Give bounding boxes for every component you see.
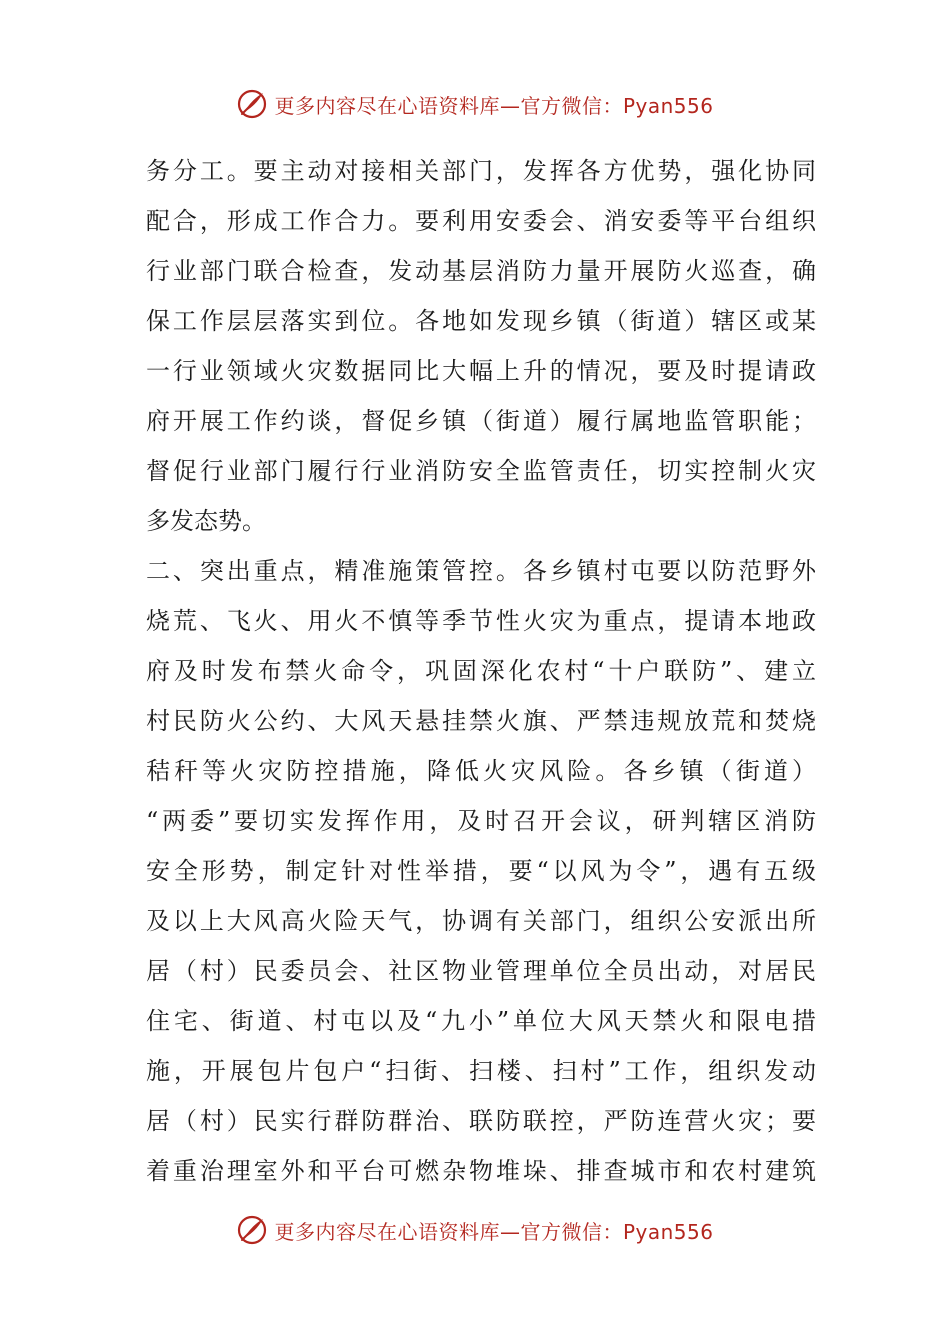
text-line: 二、突出重点，精准施策管控。各乡镇村屯要以防范野外 [146, 557, 816, 585]
document-body [146, 146, 816, 1196]
text-line: 府开展工作约谈，督促乡镇（街道）履行属地监管职能； [146, 407, 816, 435]
text-line: 一行业领域火灾数据同比大幅上升的情况，要及时提请政 [146, 357, 816, 385]
text-line: “两委”要切实发挥作用，及时召开会议，研判辖区消防 [146, 807, 816, 835]
feather-seal-icon [236, 88, 268, 120]
watermark-text: 更多内容尽在心语资料库—官方微信：Pyan556 [274, 93, 714, 118]
text-line: 住宅、街道、村屯以及“九小”单位大风天禁火和限电措 [146, 1007, 816, 1035]
text-line: 务分工。要主动对接相关部门，发挥各方优势，强化协同 [146, 157, 816, 185]
text-line: 保工作层层落实到位。各地如发现乡镇（街道）辖区或某 [146, 307, 816, 335]
text-line: 行业部门联合检查，发动基层消防力量开展防火巡查，确 [146, 257, 816, 285]
text-line: 村民防火公约、大风天悬挂禁火旗、严禁违规放荒和焚烧 [146, 707, 816, 735]
text-line: 安全形势，制定针对性举措，要“以风为令”，遇有五级 [146, 857, 816, 885]
footer-watermark [0, 1210, 950, 1250]
text-line: 着重治理室外和平台可燃杂物堆垛、排查城市和农村建筑 [146, 1157, 816, 1185]
text-line: 督促行业部门履行行业消防安全监管责任，切实控制火灾 [146, 457, 816, 485]
text-line: 及以上大风高火险天气，协调有关部门，组织公安派出所 [146, 907, 816, 935]
text-line: 施，开展包片包户“扫街、扫楼、扫村”工作，组织发动 [146, 1057, 816, 1085]
text-line: 居（村）民委员会、社区物业管理单位全员出动，对居民 [146, 957, 816, 985]
header-watermark [0, 84, 950, 124]
text-line: 配合，形成工作合力。要利用安委会、消安委等平台组织 [146, 207, 816, 235]
text-line: 多发态势。 [146, 507, 266, 535]
text-line: 府及时发布禁火命令，巩固深化农村“十户联防”、建立 [146, 657, 816, 685]
feather-seal-icon [236, 1214, 268, 1246]
text-line: 秸秆等火灾防控措施，降低火灾风险。各乡镇（街道） [146, 757, 816, 785]
watermark-text: 更多内容尽在心语资料库—官方微信：Pyan556 [274, 1219, 714, 1244]
text-line: 居（村）民实行群防群治、联防联控，严防连营火灾；要 [146, 1107, 816, 1135]
text-line: 烧荒、飞火、用火不慎等季节性火灾为重点，提请本地政 [146, 607, 816, 635]
